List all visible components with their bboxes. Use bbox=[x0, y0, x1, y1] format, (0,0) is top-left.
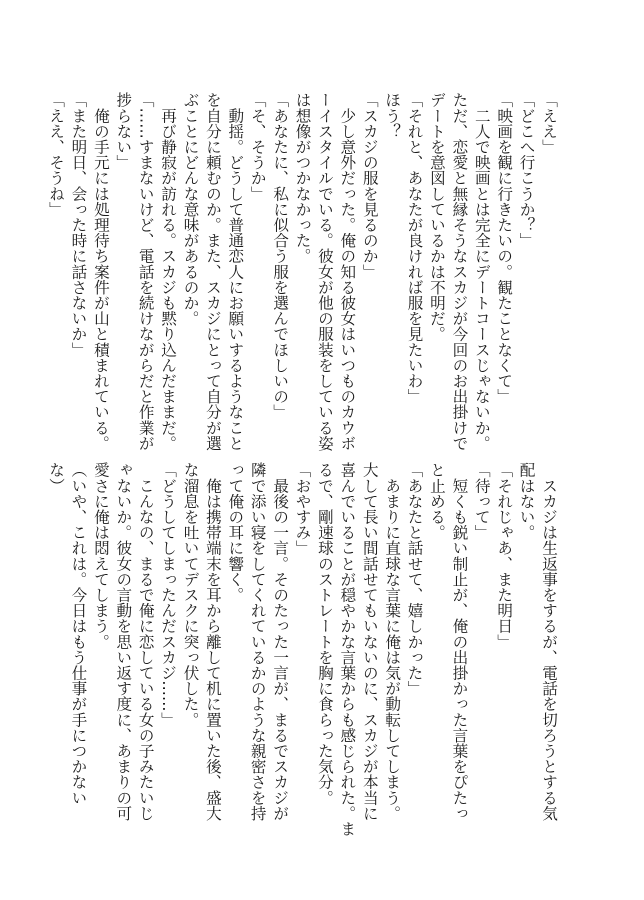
text-line: 「ええ、そうね」 bbox=[47, 92, 66, 217]
text-line: ーイスタイルでいる。彼女が他の服装をしている姿 bbox=[315, 92, 334, 451]
text-line: 動揺。どうして普通恋人にお願いするようなこと bbox=[226, 92, 245, 451]
text-line: （いや、これは。今日はもう仕事が手につかない bbox=[69, 462, 88, 806]
text-line: 「……すまないけど、電話を続けながらだと作業が bbox=[136, 92, 155, 451]
text-line: 二人で映画とは完全にデートコースじゃないか。 bbox=[472, 92, 491, 451]
text-line: 少し意外だった。俺の知る彼女はいつものカウボ bbox=[338, 92, 357, 451]
text-line: な溜息を吐いてデスクに突っ伏した。 bbox=[181, 462, 200, 728]
text-line: るで、剛速球のストレートを胸に食らった気分。 bbox=[315, 462, 334, 806]
text-line: スカジは生返事をするが、電話を切ろうとする気 bbox=[540, 462, 558, 821]
text-line: と止める。 bbox=[427, 462, 446, 540]
text-line: 「それじゃあ、また明日」 bbox=[495, 462, 514, 650]
text-line: 「映画を観に行きたいの。観たことなくて」 bbox=[495, 92, 514, 404]
text-line: な） bbox=[47, 462, 66, 494]
text-line: 隣で添い寝をしてくれているかのような親密さを持 bbox=[248, 462, 267, 821]
text-line: 「スカジの服を見るのか」 bbox=[360, 92, 379, 280]
text-line: 喜んでいることが穏やかな言葉からも感じられた。ま bbox=[338, 462, 357, 837]
text-line: 「あなたに、私に似合う服を選んでほしいの」 bbox=[271, 92, 290, 420]
text-line: 俺の手元には処理待ち案件が山と積まれている。 bbox=[91, 92, 110, 451]
text-line: ほう？ bbox=[383, 92, 402, 139]
text-line: 俺は携帯端末を耳から離して机に置いた後、盛大 bbox=[203, 462, 222, 821]
text-line: を自分に頼むのか。また、スカジにとって自分が選 bbox=[203, 92, 222, 451]
text-line: 捗らない」 bbox=[114, 92, 133, 170]
text-line: 愛さに俺は悶えてしまう。 bbox=[91, 462, 110, 650]
text-line: デートを意図しているかは不明だ。 bbox=[427, 92, 446, 342]
text-line: 再び静寂が訪れる。スカジも黙り込んだままだ。 bbox=[159, 92, 178, 451]
text-line: 大して長い間話せてもいないのに、スカジが本当に bbox=[360, 462, 379, 821]
text-line: ぶことにどんな意味があるのか。 bbox=[181, 92, 200, 326]
text-line: 「それと、あなたが良ければ服を見たいわ」 bbox=[405, 92, 424, 404]
text-line: は想像がつかなかった。 bbox=[293, 92, 312, 264]
text-line: って俺の耳に響く。 bbox=[226, 462, 245, 603]
lower-text-section bbox=[47, 462, 560, 837]
text-line: ただ、恋愛と無縁そうなスカジが今回のお出掛けで bbox=[450, 92, 469, 451]
text-line: 「どうしてしまったんだスカジ……」 bbox=[159, 462, 178, 728]
text-line: こんなの、まるで俺に恋している女の子みたいじ bbox=[136, 462, 155, 821]
text-line: 「ええ」 bbox=[540, 92, 558, 155]
text-line: あまりに直球な言葉に俺は気が動転してしまう。 bbox=[383, 462, 402, 821]
text-line: 最後の一言。そのたった一言が、まるでスカジが bbox=[271, 462, 290, 821]
text-line: 「どこへ行こうか？」 bbox=[517, 92, 536, 248]
text-line: 「待って」 bbox=[472, 462, 491, 540]
text-line: 配はない。 bbox=[517, 462, 536, 540]
text-line: ゃないか。彼女の言動を思い返す度に、あまりの可 bbox=[114, 462, 133, 821]
upper-text-section bbox=[47, 92, 560, 462]
text-line: 「あなたと話せて、嬉しかった」 bbox=[405, 462, 424, 696]
text-line: 「そ、そうか」 bbox=[248, 92, 267, 202]
text-line: 短くも鋭い制止が、俺の出掛かった言葉をぴたっ bbox=[450, 462, 469, 821]
text-line: 「また明日、会った時に話さないか」 bbox=[69, 92, 88, 358]
text-line: 「おやすみ」 bbox=[293, 462, 312, 556]
